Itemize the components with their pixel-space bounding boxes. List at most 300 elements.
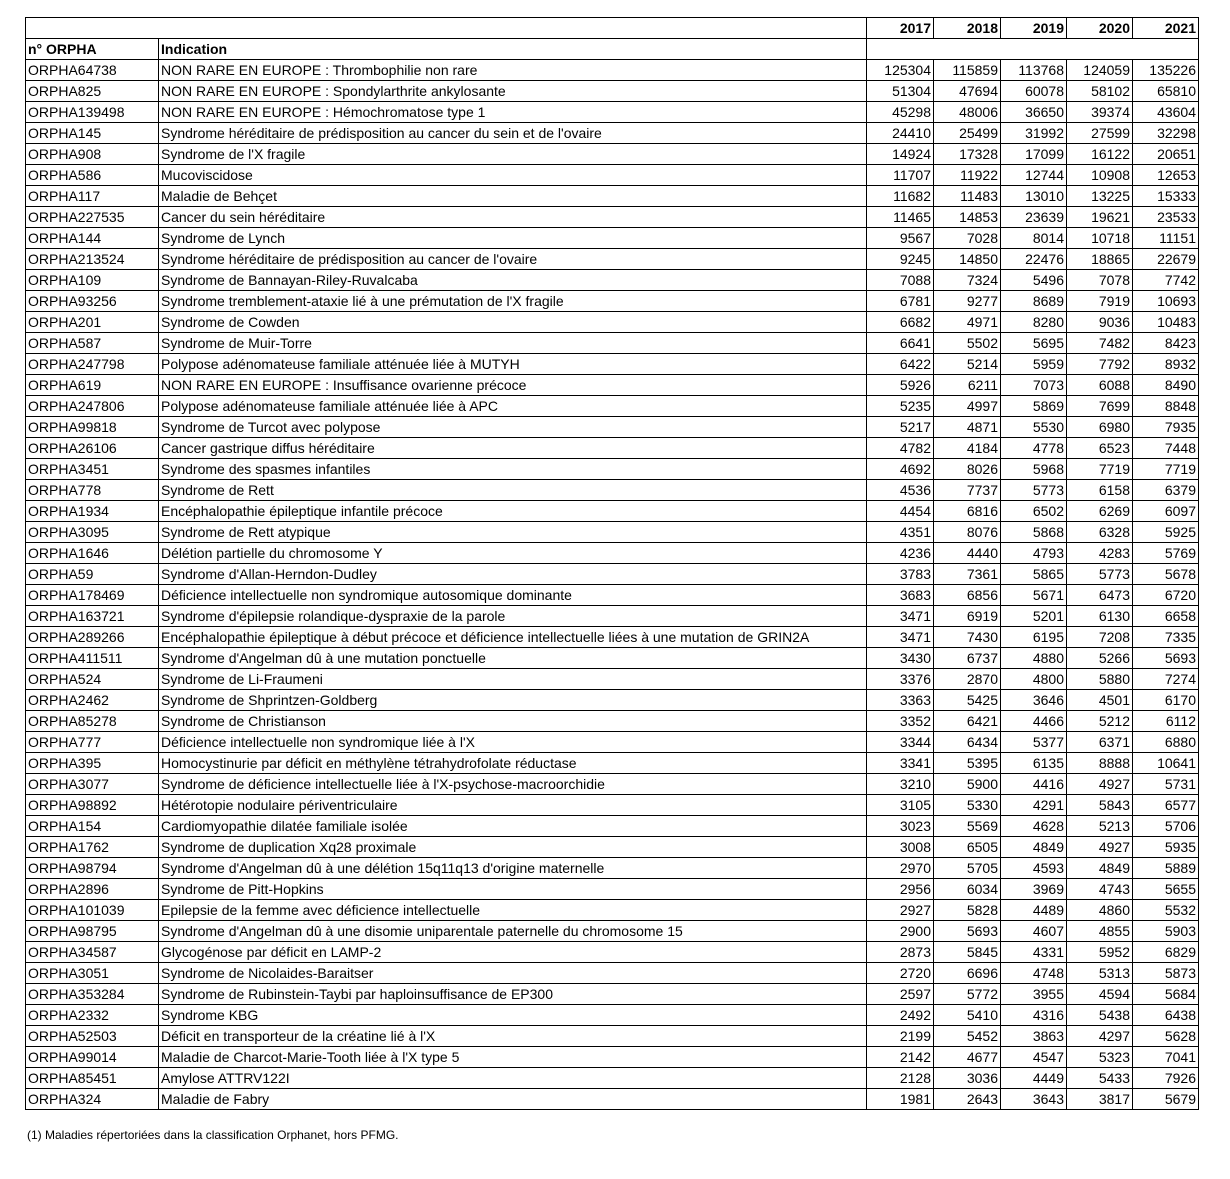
value-cell-2021: 5769: [1133, 543, 1199, 564]
value-cell-2020: 27599: [1067, 123, 1133, 144]
value-cell-2019: 4793: [1001, 543, 1067, 564]
orpha-code-cell: ORPHA213524: [26, 249, 159, 270]
value-cell-2019: 31992: [1001, 123, 1067, 144]
orpha-code-cell: ORPHA64738: [26, 60, 159, 81]
value-cell-2021: 5628: [1133, 1026, 1199, 1047]
orpha-code-cell: ORPHA289266: [26, 627, 159, 648]
indication-cell: Syndrome de Christianson: [159, 711, 867, 732]
table-row: [26, 837, 1199, 858]
value-cell-2017: 7088: [867, 270, 934, 291]
orpha-code-cell: ORPHA908: [26, 144, 159, 165]
value-cell-2021: 7742: [1133, 270, 1199, 291]
value-cell-2019: 4489: [1001, 900, 1067, 921]
table-row: [26, 1068, 1199, 1089]
orpha-code-cell: ORPHA1934: [26, 501, 159, 522]
indication-cell: NON RARE EN EUROPE : Hémochromatose type 1: [159, 102, 867, 123]
value-cell-2020: 6371: [1067, 732, 1133, 753]
orpha-code-cell: ORPHA99818: [26, 417, 159, 438]
value-cell-2020: 7719: [1067, 459, 1133, 480]
value-cell-2020: 39374: [1067, 102, 1133, 123]
orpha-code-cell: ORPHA99014: [26, 1047, 159, 1068]
value-cell-2019: 5496: [1001, 270, 1067, 291]
indication-cell: Maladie de Charcot-Marie-Tooth liée à l'X type 5: [159, 1047, 867, 1068]
value-cell-2021: 6829: [1133, 942, 1199, 963]
value-cell-2018: 7324: [934, 270, 1001, 291]
value-cell-2020: 5773: [1067, 564, 1133, 585]
value-cell-2018: 5452: [934, 1026, 1001, 1047]
value-cell-2019: 6502: [1001, 501, 1067, 522]
table-row: [26, 627, 1199, 648]
value-cell-2017: 5235: [867, 396, 934, 417]
value-cell-2020: 13225: [1067, 186, 1133, 207]
orpha-code-cell: ORPHA201: [26, 312, 159, 333]
value-cell-2017: 3471: [867, 606, 934, 627]
indication-cell: Syndrome de Cowden: [159, 312, 867, 333]
value-cell-2018: 11483: [934, 186, 1001, 207]
table-row: [26, 333, 1199, 354]
value-cell-2020: 7792: [1067, 354, 1133, 375]
value-cell-2020: 5843: [1067, 795, 1133, 816]
table-row: [26, 921, 1199, 942]
value-cell-2017: 6781: [867, 291, 934, 312]
table-row: [26, 711, 1199, 732]
value-cell-2018: 4971: [934, 312, 1001, 333]
value-cell-2018: 6034: [934, 879, 1001, 900]
value-cell-2018: 48006: [934, 102, 1001, 123]
table-row: [26, 144, 1199, 165]
value-cell-2019: 4880: [1001, 648, 1067, 669]
indication-cell: Epilepsie de la femme avec déficience intellectuelle: [159, 900, 867, 921]
value-cell-2021: 7274: [1133, 669, 1199, 690]
value-cell-2020: 5266: [1067, 648, 1133, 669]
table-row: [26, 123, 1199, 144]
value-cell-2018: 14853: [934, 207, 1001, 228]
value-cell-2020: 8888: [1067, 753, 1133, 774]
table-row: [26, 1026, 1199, 1047]
value-cell-2019: 8689: [1001, 291, 1067, 312]
value-cell-2019: 5869: [1001, 396, 1067, 417]
value-cell-2020: 6158: [1067, 480, 1133, 501]
orpha-code-cell: ORPHA163721: [26, 606, 159, 627]
value-cell-2020: 4927: [1067, 837, 1133, 858]
value-cell-2021: 6880: [1133, 732, 1199, 753]
value-cell-2018: 6737: [934, 648, 1001, 669]
value-cell-2017: 2142: [867, 1047, 934, 1068]
value-cell-2018: 25499: [934, 123, 1001, 144]
value-cell-2021: 7335: [1133, 627, 1199, 648]
indication-cell: Encéphalopathie épileptique à début précoce et déficience intellectuelle liées à une mutation de GRIN2A: [159, 627, 867, 648]
value-cell-2020: 4283: [1067, 543, 1133, 564]
table-row: [26, 60, 1199, 81]
value-cell-2018: 6505: [934, 837, 1001, 858]
value-cell-2021: 8423: [1133, 333, 1199, 354]
value-cell-2017: 11465: [867, 207, 934, 228]
table-row: [26, 501, 1199, 522]
value-cell-2021: 7041: [1133, 1047, 1199, 1068]
table-row: [26, 354, 1199, 375]
value-cell-2018: 9277: [934, 291, 1001, 312]
value-cell-2021: 7935: [1133, 417, 1199, 438]
indication-cell: Syndrome d'Angelman dû à une délétion 15q11q13 d'origine maternelle: [159, 858, 867, 879]
indication-cell: Syndrome héréditaire de prédisposition au cancer de l'ovaire: [159, 249, 867, 270]
value-cell-2021: 5889: [1133, 858, 1199, 879]
value-cell-2017: 3023: [867, 816, 934, 837]
footnote: (1) Maladies répertoriées dans la classification Orphanet, hors PFMG.: [27, 1128, 399, 1142]
value-cell-2019: 5201: [1001, 606, 1067, 627]
value-cell-2018: 5705: [934, 858, 1001, 879]
value-cell-2017: 5217: [867, 417, 934, 438]
year-header-2018: 2018: [934, 18, 1001, 39]
value-cell-2017: 3363: [867, 690, 934, 711]
indication-cell: Polypose adénomateuse familiale atténuée liée à MUTYH: [159, 354, 867, 375]
value-cell-2019: 3955: [1001, 984, 1067, 1005]
value-cell-2018: 11922: [934, 165, 1001, 186]
value-cell-2020: 5438: [1067, 1005, 1133, 1026]
value-cell-2021: 5731: [1133, 774, 1199, 795]
table-row: [26, 669, 1199, 690]
value-cell-2020: 5323: [1067, 1047, 1133, 1068]
value-cell-2020: 4855: [1067, 921, 1133, 942]
value-cell-2017: 125304: [867, 60, 934, 81]
indication-cell: Syndrome de Bannayan-Riley-Ruvalcaba: [159, 270, 867, 291]
value-cell-2021: 10483: [1133, 312, 1199, 333]
value-cell-2019: 4466: [1001, 711, 1067, 732]
value-cell-2019: 5968: [1001, 459, 1067, 480]
header-indication: Indication: [159, 39, 867, 60]
value-cell-2018: 6211: [934, 375, 1001, 396]
value-cell-2019: 4849: [1001, 837, 1067, 858]
table-row: [26, 858, 1199, 879]
value-cell-2020: 3817: [1067, 1089, 1133, 1110]
value-cell-2017: 11682: [867, 186, 934, 207]
value-cell-2019: 4331: [1001, 942, 1067, 963]
table-row: [26, 879, 1199, 900]
value-cell-2021: 7926: [1133, 1068, 1199, 1089]
value-cell-2020: 5952: [1067, 942, 1133, 963]
value-cell-2018: 4184: [934, 438, 1001, 459]
value-cell-2017: 2900: [867, 921, 934, 942]
value-cell-2021: 6438: [1133, 1005, 1199, 1026]
orpha-code-cell: ORPHA144: [26, 228, 159, 249]
value-cell-2018: 6421: [934, 711, 1001, 732]
value-cell-2020: 5880: [1067, 669, 1133, 690]
indication-cell: NON RARE EN EUROPE : Insuffisance ovarienne précoce: [159, 375, 867, 396]
value-cell-2017: 3430: [867, 648, 934, 669]
value-cell-2017: 3210: [867, 774, 934, 795]
value-cell-2019: 5959: [1001, 354, 1067, 375]
value-cell-2021: 5925: [1133, 522, 1199, 543]
indication-cell: Syndrome de l'X fragile: [159, 144, 867, 165]
value-cell-2021: 20651: [1133, 144, 1199, 165]
value-cell-2017: 6641: [867, 333, 934, 354]
value-cell-2017: 4692: [867, 459, 934, 480]
value-cell-2021: 12653: [1133, 165, 1199, 186]
table-row: [26, 816, 1199, 837]
value-cell-2017: 2970: [867, 858, 934, 879]
table-row: [26, 522, 1199, 543]
orpha-code-cell: ORPHA587: [26, 333, 159, 354]
value-cell-2018: 6434: [934, 732, 1001, 753]
indication-cell: Maladie de Behçet: [159, 186, 867, 207]
table-row: [26, 228, 1199, 249]
value-cell-2019: 8280: [1001, 312, 1067, 333]
value-cell-2017: 24410: [867, 123, 934, 144]
value-cell-2019: 4778: [1001, 438, 1067, 459]
table-row: [26, 1089, 1199, 1110]
orpha-code-cell: ORPHA26106: [26, 438, 159, 459]
value-cell-2017: 3008: [867, 837, 934, 858]
year-header-2017: 2017: [867, 18, 934, 39]
orpha-code-cell: ORPHA586: [26, 165, 159, 186]
orpha-code-cell: ORPHA93256: [26, 291, 159, 312]
value-cell-2021: 10641: [1133, 753, 1199, 774]
value-cell-2019: 22476: [1001, 249, 1067, 270]
orpha-code-cell: ORPHA395: [26, 753, 159, 774]
table-row: [26, 1047, 1199, 1068]
value-cell-2018: 7430: [934, 627, 1001, 648]
orpha-code-cell: ORPHA34587: [26, 942, 159, 963]
indication-cell: Syndrome des spasmes infantiles: [159, 459, 867, 480]
value-cell-2018: 5569: [934, 816, 1001, 837]
indication-cell: Syndrome de Rett: [159, 480, 867, 501]
value-cell-2020: 4849: [1067, 858, 1133, 879]
orpha-code-cell: ORPHA178469: [26, 585, 159, 606]
value-cell-2020: 18865: [1067, 249, 1133, 270]
orpha-code-cell: ORPHA2896: [26, 879, 159, 900]
indication-cell: Polypose adénomateuse familiale atténuée liée à APC: [159, 396, 867, 417]
value-cell-2017: 9567: [867, 228, 934, 249]
orpha-code-cell: ORPHA1646: [26, 543, 159, 564]
table-row: [26, 438, 1199, 459]
value-cell-2020: 4743: [1067, 879, 1133, 900]
value-cell-2021: 6658: [1133, 606, 1199, 627]
orpha-code-cell: ORPHA3051: [26, 963, 159, 984]
table-row: [26, 249, 1199, 270]
indication-cell: Syndrome de Nicolaides-Baraitser: [159, 963, 867, 984]
table-row: [26, 774, 1199, 795]
orpha-code-cell: ORPHA1762: [26, 837, 159, 858]
value-cell-2018: 4997: [934, 396, 1001, 417]
orpha-code-cell: ORPHA98795: [26, 921, 159, 942]
orpha-code-cell: ORPHA324: [26, 1089, 159, 1110]
indication-cell: NON RARE EN EUROPE : Thrombophilie non rare: [159, 60, 867, 81]
orpha-code-cell: ORPHA154: [26, 816, 159, 837]
value-cell-2021: 6379: [1133, 480, 1199, 501]
orpha-code-cell: ORPHA85451: [26, 1068, 159, 1089]
orpha-code-cell: ORPHA619: [26, 375, 159, 396]
value-cell-2017: 3783: [867, 564, 934, 585]
indication-cell: Glycogénose par déficit en LAMP-2: [159, 942, 867, 963]
indication-cell: Cancer du sein héréditaire: [159, 207, 867, 228]
indication-cell: Syndrome de Pitt-Hopkins: [159, 879, 867, 900]
indication-cell: Délétion partielle du chromosome Y: [159, 543, 867, 564]
orpha-code-cell: ORPHA778: [26, 480, 159, 501]
table-row: [26, 480, 1199, 501]
value-cell-2017: 6422: [867, 354, 934, 375]
table-row: [26, 564, 1199, 585]
value-cell-2020: 5213: [1067, 816, 1133, 837]
orpha-code-cell: ORPHA247806: [26, 396, 159, 417]
value-cell-2021: 5935: [1133, 837, 1199, 858]
orpha-code-cell: ORPHA98892: [26, 795, 159, 816]
value-cell-2021: 8490: [1133, 375, 1199, 396]
year-header-row: [26, 18, 1199, 39]
value-cell-2021: 6720: [1133, 585, 1199, 606]
value-cell-2018: 17328: [934, 144, 1001, 165]
value-cell-2020: 5212: [1067, 711, 1133, 732]
orpha-code-cell: ORPHA101039: [26, 900, 159, 921]
table-row: [26, 270, 1199, 291]
indication-cell: Syndrome tremblement-ataxie lié à une prémutation de l'X fragile: [159, 291, 867, 312]
table-row: [26, 165, 1199, 186]
value-cell-2019: 3969: [1001, 879, 1067, 900]
orpha-code-cell: ORPHA145: [26, 123, 159, 144]
value-cell-2020: 6130: [1067, 606, 1133, 627]
value-cell-2021: 5693: [1133, 648, 1199, 669]
value-cell-2018: 5900: [934, 774, 1001, 795]
value-cell-2021: 65810: [1133, 81, 1199, 102]
indication-cell: Mucoviscidose: [159, 165, 867, 186]
indication-cell: Cancer gastrique diffus héréditaire: [159, 438, 867, 459]
value-cell-2021: 5873: [1133, 963, 1199, 984]
table-row: [26, 606, 1199, 627]
indication-cell: Syndrome de Muir-Torre: [159, 333, 867, 354]
value-cell-2020: 9036: [1067, 312, 1133, 333]
value-cell-2018: 6696: [934, 963, 1001, 984]
value-cell-2021: 8848: [1133, 396, 1199, 417]
value-cell-2019: 4416: [1001, 774, 1067, 795]
value-cell-2019: 6195: [1001, 627, 1067, 648]
value-cell-2021: 5903: [1133, 921, 1199, 942]
value-cell-2020: 124059: [1067, 60, 1133, 81]
orpha-code-cell: ORPHA411511: [26, 648, 159, 669]
value-cell-2020: 6088: [1067, 375, 1133, 396]
value-cell-2017: 2597: [867, 984, 934, 1005]
value-cell-2020: 4594: [1067, 984, 1133, 1005]
value-cell-2017: 4236: [867, 543, 934, 564]
value-cell-2019: 7073: [1001, 375, 1067, 396]
indication-cell: Déficience intellectuelle non syndromique liée à l'X: [159, 732, 867, 753]
year-header-2021: 2021: [1133, 18, 1199, 39]
value-cell-2018: 4440: [934, 543, 1001, 564]
value-cell-2020: 4297: [1067, 1026, 1133, 1047]
value-cell-2018: 5502: [934, 333, 1001, 354]
value-cell-2018: 4871: [934, 417, 1001, 438]
orpha-code-cell: ORPHA52503: [26, 1026, 159, 1047]
value-cell-2018: 2643: [934, 1089, 1001, 1110]
value-cell-2018: 5772: [934, 984, 1001, 1005]
indication-cell: Syndrome d'Allan-Herndon-Dudley: [159, 564, 867, 585]
value-cell-2019: 5773: [1001, 480, 1067, 501]
value-cell-2019: 5865: [1001, 564, 1067, 585]
table-row: [26, 81, 1199, 102]
value-cell-2019: 3646: [1001, 690, 1067, 711]
indication-cell: Syndrome de Li-Fraumeni: [159, 669, 867, 690]
value-cell-2018: 6856: [934, 585, 1001, 606]
value-cell-2020: 6473: [1067, 585, 1133, 606]
value-cell-2019: 4593: [1001, 858, 1067, 879]
value-cell-2017: 3471: [867, 627, 934, 648]
value-cell-2017: 5926: [867, 375, 934, 396]
value-cell-2018: 5693: [934, 921, 1001, 942]
value-cell-2018: 5214: [934, 354, 1001, 375]
table-body: [26, 18, 1199, 1110]
indication-cell: Homocystinurie par déficit en méthylène tétrahydrofolate réductase: [159, 753, 867, 774]
value-cell-2021: 43604: [1133, 102, 1199, 123]
value-cell-2019: 4607: [1001, 921, 1067, 942]
value-cell-2020: 5313: [1067, 963, 1133, 984]
value-cell-2020: 6980: [1067, 417, 1133, 438]
value-cell-2021: 5655: [1133, 879, 1199, 900]
value-cell-2017: 14924: [867, 144, 934, 165]
value-cell-2018: 8026: [934, 459, 1001, 480]
value-cell-2019: 4316: [1001, 1005, 1067, 1026]
indication-cell: Syndrome de déficience intellectuelle liée à l'X-psychose-macroorchidie: [159, 774, 867, 795]
indication-cell: Syndrome de Lynch: [159, 228, 867, 249]
table-row: [26, 1005, 1199, 1026]
table-row: [26, 900, 1199, 921]
value-cell-2021: 15333: [1133, 186, 1199, 207]
value-cell-2021: 23533: [1133, 207, 1199, 228]
data-table: [25, 17, 1199, 1110]
orpha-code-cell: ORPHA524: [26, 669, 159, 690]
value-cell-2019: 4628: [1001, 816, 1067, 837]
value-cell-2017: 2492: [867, 1005, 934, 1026]
value-cell-2021: 7719: [1133, 459, 1199, 480]
value-cell-2019: 4800: [1001, 669, 1067, 690]
indication-cell: Déficit en transporteur de la créatine lié à l'X: [159, 1026, 867, 1047]
value-cell-2020: 16122: [1067, 144, 1133, 165]
value-cell-2020: 6328: [1067, 522, 1133, 543]
value-cell-2018: 5845: [934, 942, 1001, 963]
table-row: [26, 753, 1199, 774]
value-cell-2020: 7208: [1067, 627, 1133, 648]
value-cell-2017: 51304: [867, 81, 934, 102]
value-cell-2018: 115859: [934, 60, 1001, 81]
table-row: [26, 795, 1199, 816]
value-cell-2018: 4677: [934, 1047, 1001, 1068]
indication-cell: Amylose ATTRV122I: [159, 1068, 867, 1089]
table-row: [26, 942, 1199, 963]
table-row: [26, 312, 1199, 333]
indication-cell: Syndrome d'Angelman dû à une disomie uniparentale paternelle du chromosome 15: [159, 921, 867, 942]
value-cell-2018: 14850: [934, 249, 1001, 270]
value-cell-2020: 7919: [1067, 291, 1133, 312]
value-cell-2020: 7078: [1067, 270, 1133, 291]
value-cell-2019: 113768: [1001, 60, 1067, 81]
value-cell-2017: 2927: [867, 900, 934, 921]
value-cell-2018: 5330: [934, 795, 1001, 816]
value-cell-2020: 4860: [1067, 900, 1133, 921]
orpha-code-cell: ORPHA85278: [26, 711, 159, 732]
indication-cell: Syndrome de duplication Xq28 proximale: [159, 837, 867, 858]
value-cell-2017: 1981: [867, 1089, 934, 1110]
value-cell-2021: 6097: [1133, 501, 1199, 522]
column-header-row: [26, 39, 1199, 60]
value-cell-2021: 8932: [1133, 354, 1199, 375]
orpha-code-cell: ORPHA3451: [26, 459, 159, 480]
indication-cell: Hétérotopie nodulaire périventriculaire: [159, 795, 867, 816]
value-cell-2019: 23639: [1001, 207, 1067, 228]
table-row: [26, 963, 1199, 984]
value-cell-2018: 5395: [934, 753, 1001, 774]
value-cell-2018: 8076: [934, 522, 1001, 543]
table-row: [26, 690, 1199, 711]
value-cell-2020: 4927: [1067, 774, 1133, 795]
indication-cell: Syndrome d'épilepsie rolandique-dyspraxie de la parole: [159, 606, 867, 627]
value-cell-2019: 5671: [1001, 585, 1067, 606]
value-cell-2019: 8014: [1001, 228, 1067, 249]
